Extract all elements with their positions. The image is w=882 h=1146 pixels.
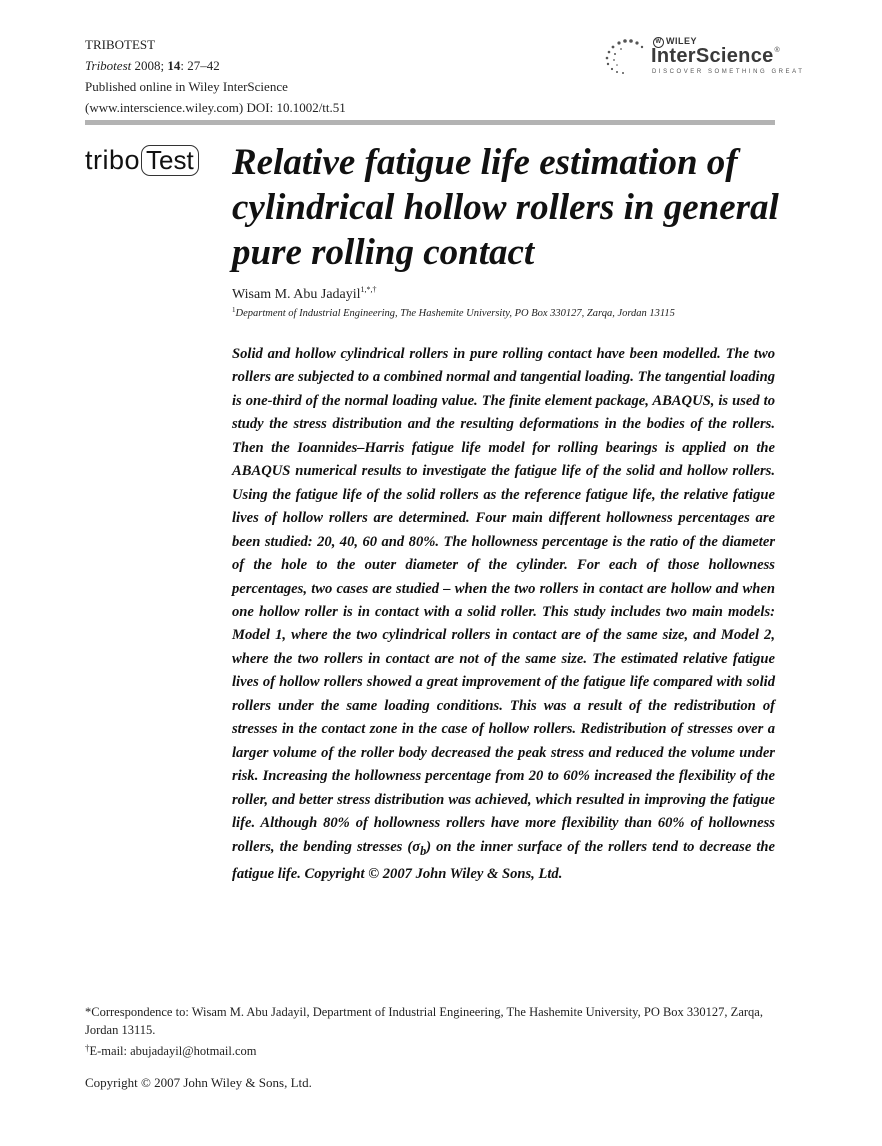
header-divider [85,120,775,125]
sigma-subscript: b [420,843,427,858]
correspondence-footnote [85,1003,775,1039]
doi-line: (www.interscience.wiley.com) DOI: 10.1002/tt.51 [85,100,346,115]
author-marks: 1,*,† [360,285,377,294]
abstract-text-part1: Solid and hollow cylindrical rollers in pure rolling contact have been modelled. The two rollers are subjected to a combined normal and tangential loading. The tangential loading is one-third of the normal loading value. The finite element package, ABAQUS, is used to study the stress distribution and the resulting deformations in the bodies of the rollers. Then the Ioannides–Harris fatigue life model for rolling bearings is applied on the ABAQUS numerical results to investigate the fatigue life of the solid and hollow rollers. Using the fatigue life of the solid rollers as the reference fatigue life, the relative fatigue lives of hollow rollers are determined. Four main different hollowness percentages are been studied: 20, 40, 60 and 80%. The hollowness percentage is the ratio of the diameter of the hole to the outer diameter of the cylinder. For each of those hollowness percentages, two cases are studied – when the two rollers in contact are hollow and when one hollow roller is in contact with a solid roller. This study includes two main models: Model 1, where the two cylindrical rollers in contact are of the same size, and Model 2, where the two rollers in contact are not of the same size. The estimated relative fatigue lives of hollow rollers showed a great improvement of the fatigue life compared with solid rollers under the same loading conditions. This was a result of the redistribution of stresses in the contact zone in the case of hollow rollers. Redistribution of stresses over a larger volume of the roller body decreased the peak stress and reduced the volume under risk. Increasing the hollowness percentage from 20 to 60% increased the flexibility of the roller, and better stress distribution was achieved, which resulted in improving the fatigue life. Although 80% of hollowness rollers have more flexibility than 60% of hollowness rollers, the bending stresses ( [232,346,775,855]
footnotes [85,1003,775,1060]
interscience-text: InterScience [651,45,774,67]
citation-volume: 14 [167,58,181,73]
affiliation-mark: 1 [232,306,236,314]
wiley-mark: W [653,37,664,48]
article-title: Relative fatigue life estimation of cylindrical hollow rollers in general pure rolling contact [232,142,779,273]
registered-mark: ® [774,47,781,54]
sigma-symbol: σ [412,838,421,855]
page-copyright: Copyright © 2007 John Wiley & Sons, Ltd. [85,1075,312,1090]
abstract [232,343,775,886]
wiley-brand-text: WILEY [666,36,697,46]
journal-caps: TRIBOTEST [85,37,156,52]
interscience-dots-icon [603,38,651,76]
correspondence-mark: * [85,1005,92,1019]
tribotest-logo-part-a: tribo [85,145,141,175]
abstract-text-part2: ) on the inner surface of the rollers tend to decrease the fatigue life. Copyright © 2007 John Wiley & Sons, Ltd. [232,838,775,882]
interscience-wordmark [651,45,780,68]
tribotest-logo [85,145,199,179]
email-mark: † [85,1043,90,1053]
email-footnote [85,1039,775,1060]
journal-header [85,34,346,118]
email-text: E-mail: abujadayil@hotmail.com [89,1044,257,1058]
wiley-tagline: DISCOVER SOMETHING GREAT [652,69,805,75]
author-name: Wisam M. Abu Jadayil [232,287,361,302]
tribotest-logo-part-b: Test [141,145,199,176]
published-online: Published online in Wiley InterScience [85,79,288,94]
affiliation-text: Department of Industrial Engineering, The Hashemite University, PO Box 330127, Zarqa, Jordan 13115 [235,308,675,319]
author-line [232,285,377,303]
wiley-interscience-logo [603,36,805,80]
author-affiliation [232,306,675,319]
correspondence-text: Correspondence to: Wisam M. Abu Jadayil, Department of Industrial Engineering, The Hashemite University, PO Box 330127, Zarqa, Jordan 13115. [85,1005,763,1037]
citation-pages: : 27–42 [180,58,220,73]
citation-journal: Tribotest [85,58,132,73]
citation-year: 2008; [134,58,165,73]
citation-line [85,55,346,76]
